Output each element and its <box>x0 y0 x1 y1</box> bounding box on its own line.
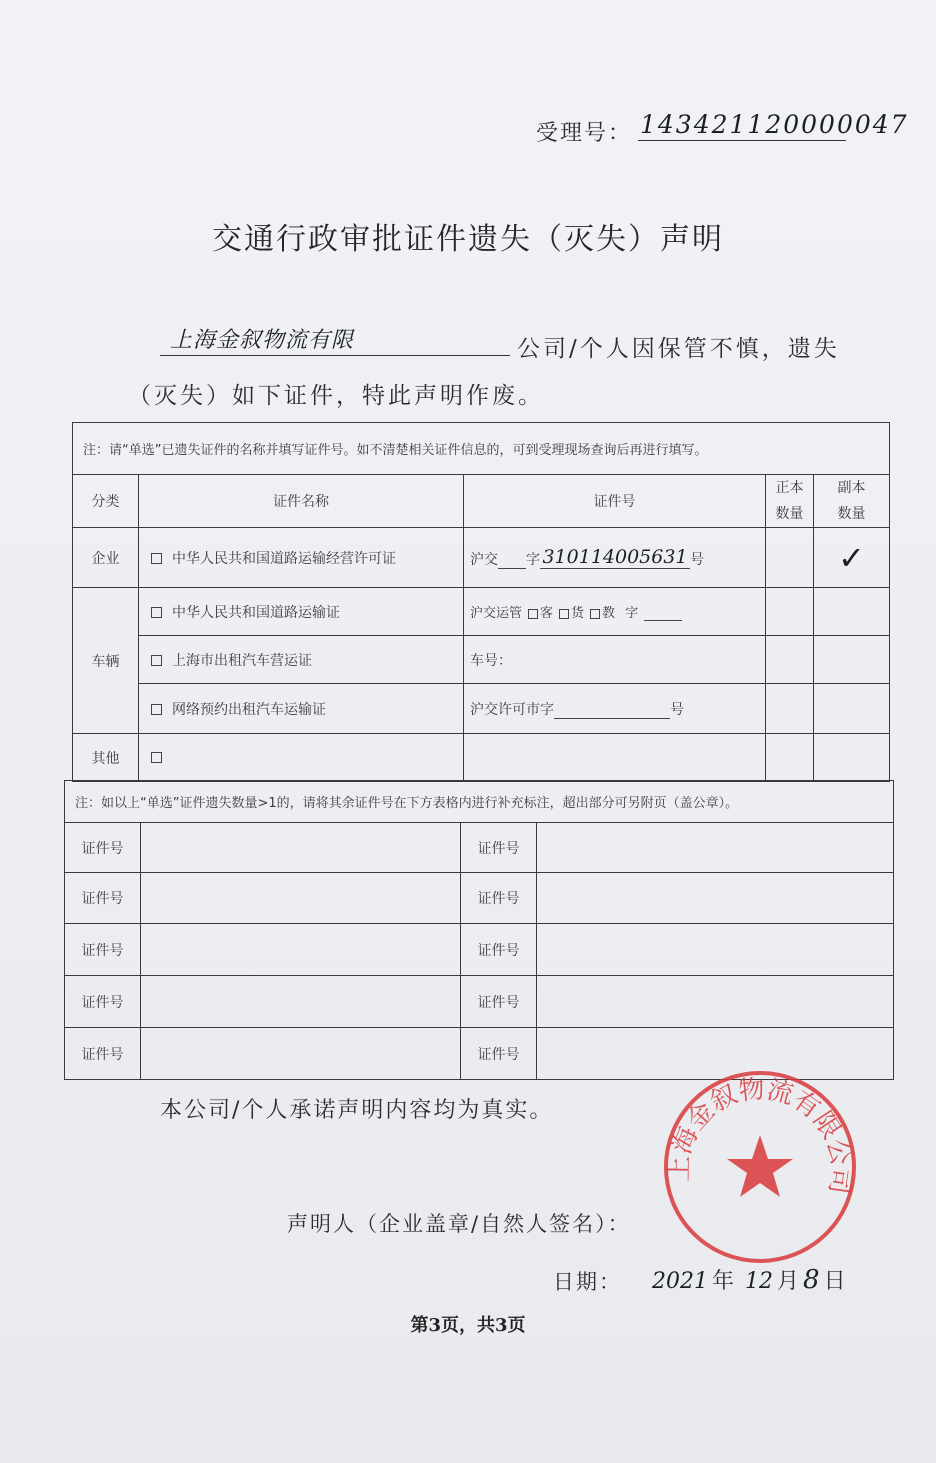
copy-qty-cell[interactable] <box>814 588 890 636</box>
original-qty-cell[interactable] <box>766 684 814 734</box>
table-row <box>73 734 890 782</box>
blank-line <box>554 718 670 719</box>
table-row <box>65 924 894 976</box>
date-day: 8 <box>803 1265 820 1295</box>
cert-no-mid: 字 <box>526 552 540 568</box>
cert-name: 上海市出租汽车营运证 <box>172 652 312 669</box>
cert-no-field[interactable] <box>141 924 461 976</box>
cert-no-label: 证件号 <box>65 1028 141 1080</box>
company-name-handwritten: 上海金叙物流有限 <box>170 328 355 353</box>
cert-no-cell <box>464 528 766 588</box>
table-row <box>73 588 890 636</box>
cert-no-field[interactable] <box>537 976 894 1028</box>
cert-no-field[interactable] <box>537 924 894 976</box>
table-row <box>73 684 890 734</box>
cert-no-field[interactable] <box>141 873 461 924</box>
cert-no-label: 证件号 <box>461 1028 537 1080</box>
cert-name-cell <box>139 588 464 636</box>
date-year: 2021 <box>652 1269 708 1294</box>
cert-no-prefix: 沪交许可市字 <box>470 701 554 718</box>
checkbox[interactable] <box>559 609 569 619</box>
declarant-label: 声明人（企业盖章/自然人签名）： <box>287 1212 631 1236</box>
header-original-qty: 正本 数量 <box>766 475 814 528</box>
cert-name-cell <box>139 636 464 684</box>
cert-name-cell <box>139 734 464 782</box>
cert-name-cell <box>139 528 464 588</box>
original-qty-cell[interactable] <box>766 734 814 782</box>
certificate-table <box>72 422 890 782</box>
cert-no-label: 证件号 <box>65 976 141 1028</box>
cert-no-cell <box>464 684 766 734</box>
date-month-unit: 月 <box>777 1269 800 1294</box>
table-row <box>73 636 890 684</box>
checkbox[interactable] <box>528 609 538 619</box>
cert-no-field[interactable] <box>537 873 894 924</box>
cert-name: 网络预约出租汽车运输证 <box>172 701 326 718</box>
cert-no-suffix: 号 <box>670 701 684 718</box>
original-qty-cell[interactable] <box>766 636 814 684</box>
cert-no-prefix: 沪交 <box>470 552 498 568</box>
cert-no-cell <box>464 636 766 684</box>
checkbox[interactable] <box>151 752 162 763</box>
cert-no-label: 证件号 <box>65 823 141 873</box>
cert-no-label: 证件号 <box>461 823 537 873</box>
header-copy-qty: 副本 数量 <box>814 475 890 528</box>
cert-no-value: 310114005631 <box>540 546 690 569</box>
table-row <box>65 976 894 1028</box>
checkbox[interactable] <box>590 609 600 619</box>
original-qty-cell[interactable] <box>766 588 814 636</box>
copy-qty-check[interactable]: ✓ <box>814 528 890 588</box>
receipt-label: 受理号： <box>536 121 633 146</box>
cert-no-prefix: 沪交运管 <box>470 606 523 621</box>
company-seal <box>660 1067 860 1267</box>
option-cargo: 货 <box>571 606 585 621</box>
category-other: 其他 <box>73 734 139 782</box>
blank-line <box>498 568 526 569</box>
page-footer: 第3页，共3页 <box>410 1315 526 1336</box>
table-row <box>65 873 894 924</box>
checkbox[interactable] <box>151 655 162 666</box>
commitment-text: 本公司/个人承诺声明内容均为真实。 <box>160 1098 554 1123</box>
supplement-note: 注：如以上“单选”证件遗失数量>1的，请将其余证件号在下方表格内进行补充标注，超出部分可另附页（盖公章）。 <box>65 781 894 823</box>
checkbox[interactable] <box>151 553 162 564</box>
cert-no-label: 证件号 <box>65 924 141 976</box>
original-qty-cell[interactable] <box>766 528 814 588</box>
receipt-number: 143421120000047 <box>640 110 909 139</box>
copy-qty-cell[interactable] <box>814 684 890 734</box>
receipt-underline <box>638 140 846 141</box>
checkbox[interactable] <box>151 704 162 715</box>
cert-no-field[interactable] <box>141 823 461 873</box>
statement-line1: 公司/个人因保管不慎，遗失 <box>517 336 840 362</box>
cert-no-label: 证件号 <box>461 873 537 924</box>
category-enterprise: 企业 <box>73 528 139 588</box>
header-category: 分类 <box>73 475 139 528</box>
cert-no-label: 证件号 <box>65 873 141 924</box>
plate-label: 车号： <box>470 652 512 669</box>
company-underline <box>160 355 510 356</box>
cert-no-field[interactable] <box>141 976 461 1028</box>
checkbox[interactable] <box>151 607 162 618</box>
date-label: 日期： <box>553 1270 622 1294</box>
seal-star-icon <box>727 1135 793 1197</box>
date-month: 12 <box>745 1269 774 1294</box>
header-cert-name: 证件名称 <box>139 475 464 528</box>
date-year-unit: 年 <box>712 1269 735 1294</box>
category-vehicle: 车辆 <box>73 588 139 734</box>
copy-qty-cell[interactable] <box>814 636 890 684</box>
table-row <box>73 528 890 588</box>
statement-line2: （灭失）如下证件，特此声明作废。 <box>128 383 544 409</box>
date-day-unit: 日 <box>823 1269 846 1294</box>
supplement-table <box>64 780 894 1080</box>
document-title: 交通行政审批证件遗失（灭失）声明 <box>212 222 724 257</box>
header-cert-no: 证件号 <box>464 475 766 528</box>
cert-no-suffix: 号 <box>690 552 704 568</box>
copy-qty-cell[interactable] <box>814 734 890 782</box>
cert-no-cell <box>464 588 766 636</box>
option-passenger: 客 <box>540 606 554 621</box>
table-note: 注：请“单选”已遗失证件的名称并填写证件号。如不清楚相关证件信息的，可到受理现场查询后再进行填写。 <box>73 423 890 475</box>
seal-text: 上海金叙物流有限公司 <box>664 1074 856 1196</box>
cert-no-mid: 字 <box>625 606 639 621</box>
table-row <box>65 823 894 873</box>
option-teaching: 教 <box>602 606 616 621</box>
cert-no-label: 证件号 <box>461 976 537 1028</box>
cert-no-field[interactable] <box>537 823 894 873</box>
cert-no-field[interactable] <box>141 1028 461 1080</box>
cert-name-cell <box>139 684 464 734</box>
cert-no-label: 证件号 <box>461 924 537 976</box>
cert-name: 中华人民共和国道路运输证 <box>172 604 340 621</box>
cert-name: 中华人民共和国道路运输经营许可证 <box>172 550 396 567</box>
blank-line <box>644 620 682 621</box>
date-value <box>652 1264 850 1295</box>
cert-no-cell[interactable] <box>464 734 766 782</box>
